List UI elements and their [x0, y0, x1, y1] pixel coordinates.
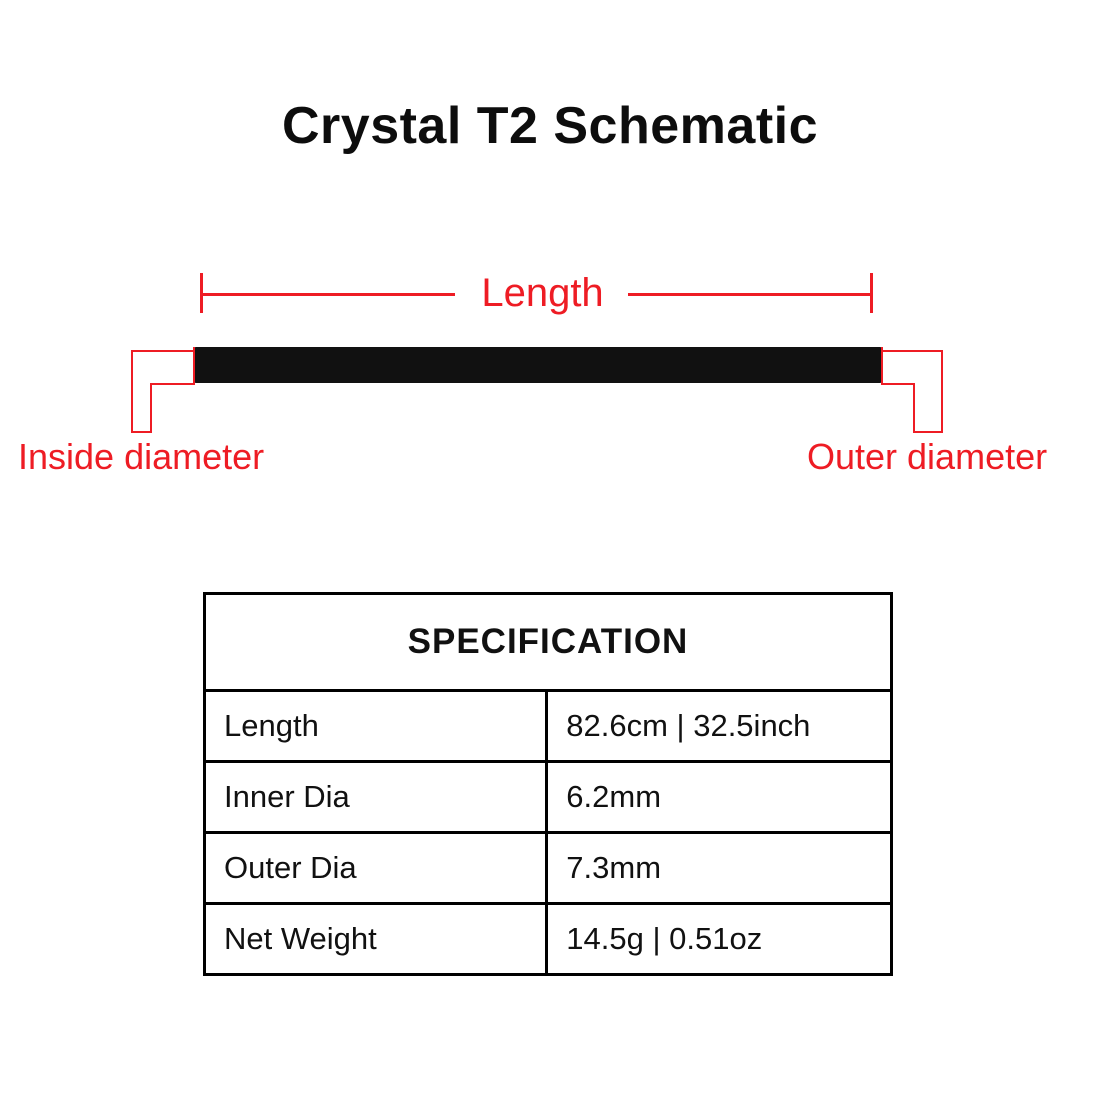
inside-diameter-leader-b [131, 350, 133, 433]
inside-diameter-leader-b-horizontal [131, 350, 195, 352]
outer-diameter-leader-a-horizontal [881, 383, 915, 385]
outer-diameter-leader-a [913, 383, 915, 433]
spec-value-length: 82.6cm | 32.5inch [547, 691, 892, 762]
table-row [205, 762, 892, 833]
table-header-row [205, 594, 892, 691]
tube-body-graphic [193, 347, 883, 383]
length-dimension-line-right [628, 293, 873, 296]
length-tick-right [870, 273, 873, 313]
spec-value-outer-dia: 7.3mm [547, 833, 892, 904]
length-tick-left [200, 273, 203, 313]
table-row [205, 833, 892, 904]
inside-diameter-annotation-label: Inside diameter [18, 436, 265, 477]
inside-diameter-leader-hook [131, 431, 152, 433]
page-title: Crystal T2 Schematic [281, 97, 819, 155]
spec-label-net-weight: Net Weight [205, 904, 547, 975]
spec-label-length: Length [205, 691, 547, 762]
spec-label-outer-dia: Outer Dia [205, 833, 547, 904]
inside-diameter-leader-a-horizontal [150, 383, 195, 385]
outer-diameter-leader-b [941, 350, 943, 433]
table-row [205, 691, 892, 762]
outer-diameter-annotation-label: Outer diameter [807, 436, 1048, 477]
outer-diameter-leader-hook [913, 431, 943, 433]
length-dimension-line-left [200, 293, 455, 296]
spec-label-inner-dia: Inner Dia [205, 762, 547, 833]
outer-diameter-leader-b-horizontal [881, 350, 943, 352]
spec-value-inner-dia: 6.2mm [547, 762, 892, 833]
specification-table [203, 592, 893, 976]
schematic-diagram [0, 240, 1100, 510]
specification-header: SPECIFICATION [205, 594, 892, 691]
outer-diameter-leader-vertical [881, 347, 883, 383]
spec-value-net-weight: 14.5g | 0.51oz [547, 904, 892, 975]
inside-diameter-leader-vertical [193, 347, 195, 383]
table-row [205, 904, 892, 975]
inside-diameter-leader-a [150, 383, 152, 433]
length-annotation-label: Length [481, 271, 604, 315]
